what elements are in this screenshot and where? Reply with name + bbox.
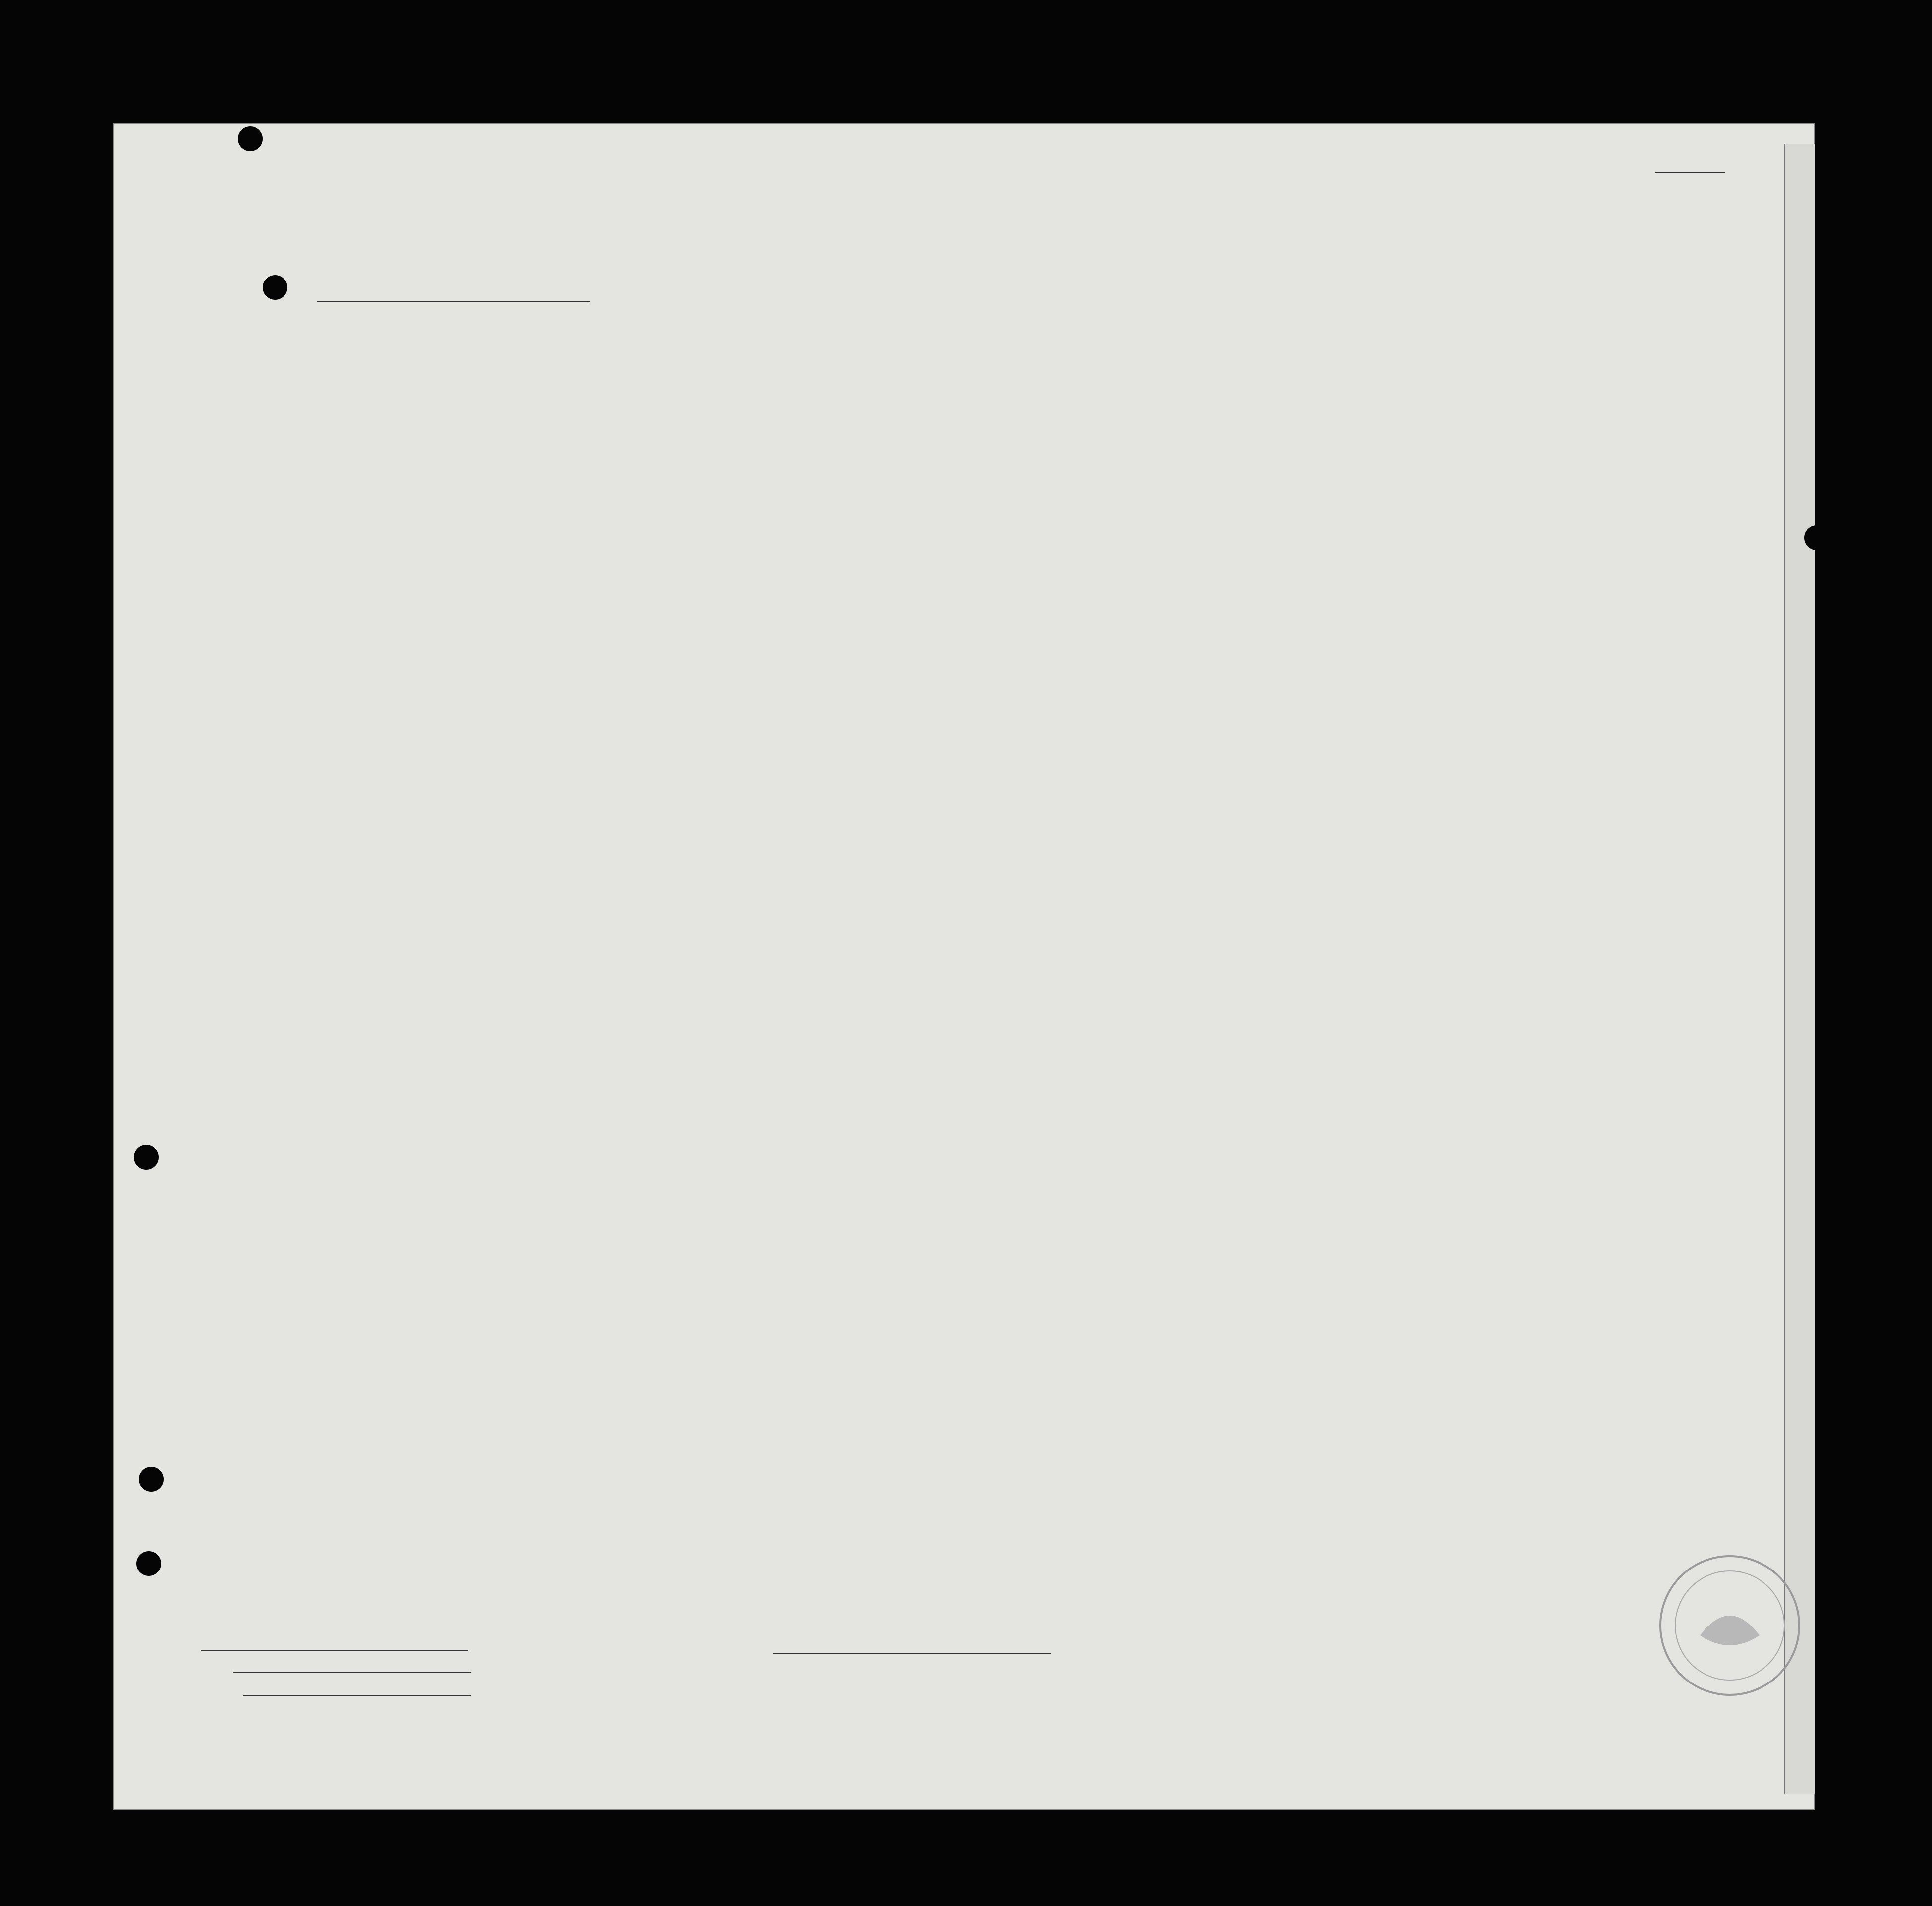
line-underline [201,1650,468,1651]
official-seal [1655,1551,1804,1700]
owners-underline [233,1672,471,1673]
inspector-underline [773,1653,1051,1654]
agents-underline [243,1695,471,1696]
